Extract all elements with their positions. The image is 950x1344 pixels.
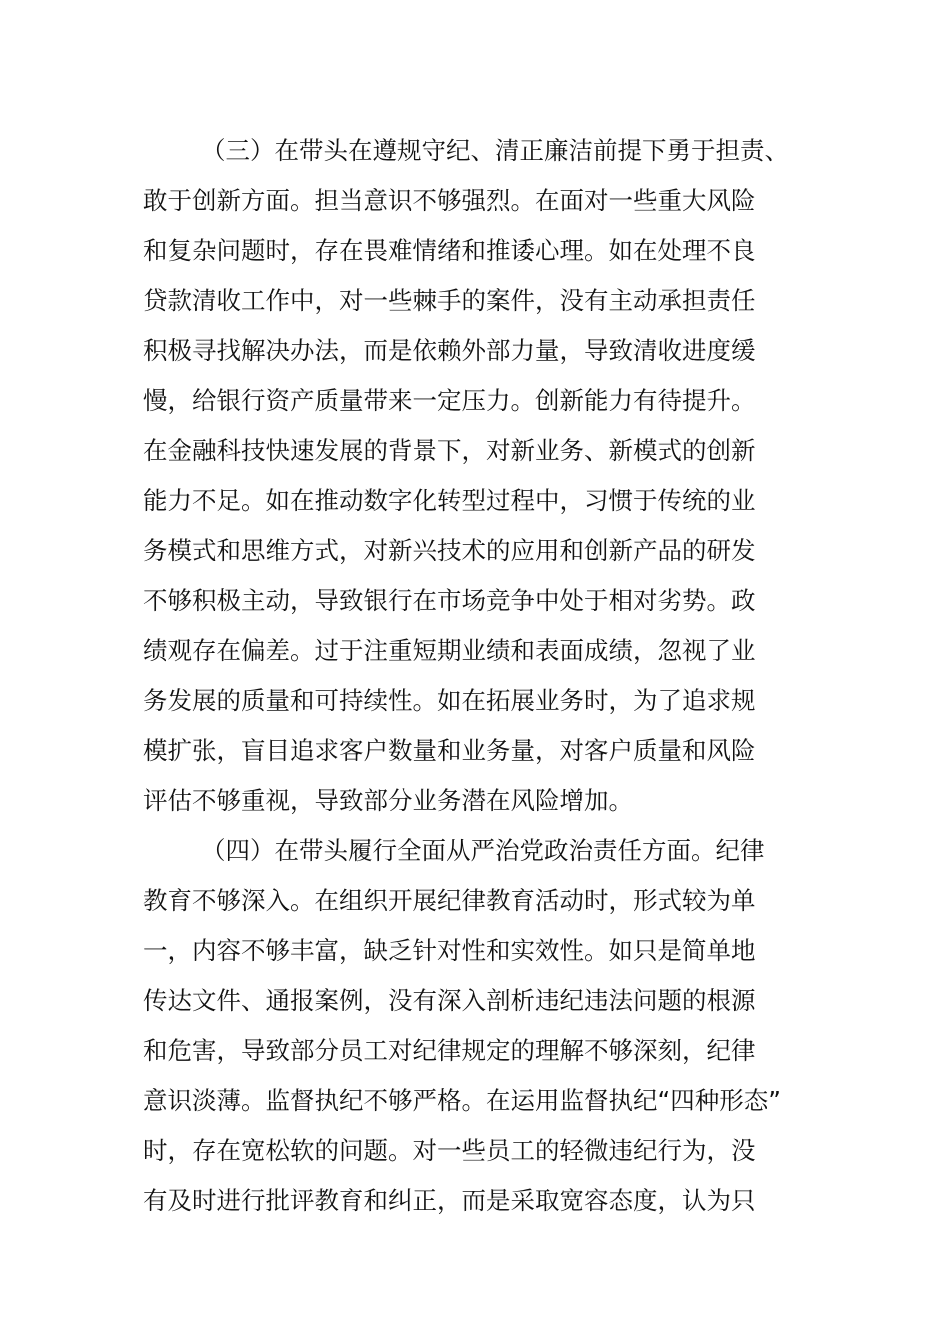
text-line: 务模式和思维方式，对新兴技术的应用和创新产品的研发 bbox=[143, 536, 756, 565]
text-line: 贷款清收工作中，对一些棘手的案件，没有主动承担责任 bbox=[143, 286, 756, 315]
text-line: 评估不够重视，导致部分业务潜在风险增加。 bbox=[143, 786, 633, 815]
text-line: 和复杂问题时，存在畏难情绪和推诿心理。如在处理不良 bbox=[143, 236, 756, 265]
text-line: 有及时进行批评教育和纠正，而是采取宽容态度，认为只 bbox=[143, 1186, 756, 1215]
text-line: 能力不足。如在推动数字化转型过程中，习惯于传统的业 bbox=[143, 486, 756, 515]
text-line: 不够积极主动，导致银行在市场竞争中处于相对劣势。政 bbox=[143, 586, 756, 615]
text-line: 积极寻找解决办法，而是依赖外部力量，导致清收进度缓 bbox=[143, 336, 756, 365]
paragraph-3-heading-line: （三）在带头在遵规守纪、清正廉洁前提下勇于担责、 bbox=[201, 136, 789, 165]
text-line: 绩观存在偏差。过于注重短期业绩和表面成绩，忽视了业 bbox=[143, 636, 756, 665]
text-line: 意识淡薄。监督执纪不够严格。在运用监督执纪“四种形态” bbox=[143, 1086, 781, 1115]
text-line: 一，内容不够丰富，缺乏针对性和实效性。如只是简单地 bbox=[143, 936, 756, 965]
text-line: 敢于创新方面。担当意识不够强烈。在面对一些重大风险 bbox=[143, 186, 756, 215]
text-line: 传达文件、通报案例，没有深入剖析违纪违法问题的根源 bbox=[143, 986, 756, 1015]
text-line: 模扩张，盲目追求客户数量和业务量，对客户质量和风险 bbox=[143, 736, 756, 765]
text-line: 和危害，导致部分员工对纪律规定的理解不够深刻，纪律 bbox=[143, 1036, 756, 1065]
text-line: 教育不够深入。在组织开展纪律教育活动时，形式较为单 bbox=[143, 886, 756, 915]
paragraph-4-heading-line: （四）在带头履行全面从严治党政治责任方面。纪律 bbox=[201, 836, 765, 865]
document-body bbox=[143, 126, 808, 1226]
text-line: 慢，给银行资产质量带来一定压力。创新能力有待提升。 bbox=[143, 386, 756, 415]
text-line: 在金融科技快速发展的背景下，对新业务、新模式的创新 bbox=[143, 436, 756, 465]
text-line: 时，存在宽松软的问题。对一些员工的轻微违纪行为，没 bbox=[143, 1136, 756, 1165]
text-line: 务发展的质量和可持续性。如在拓展业务时，为了追求规 bbox=[143, 686, 756, 715]
